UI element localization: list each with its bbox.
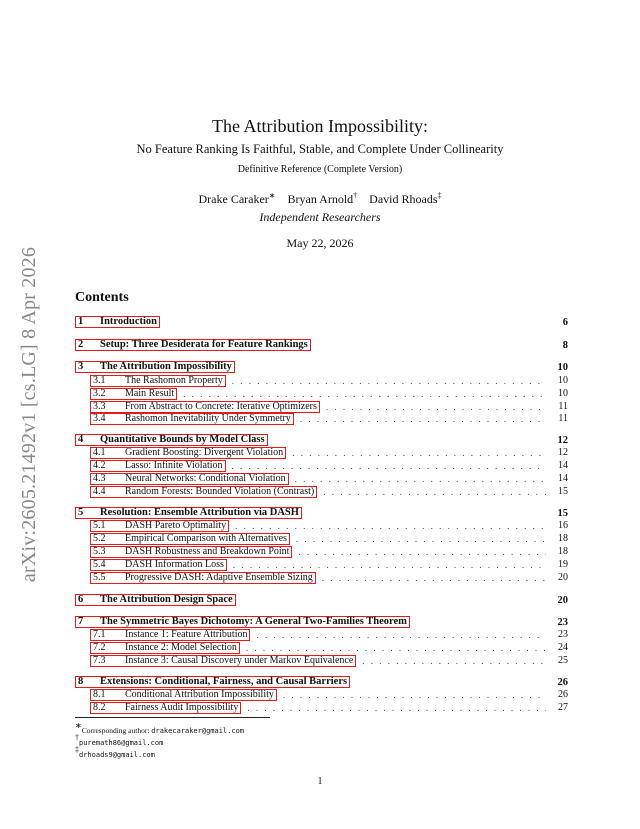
arxiv-id: arXiv:2605.21492v1 [cs.LG] 8 Apr 2026 xyxy=(18,246,41,582)
toc-subsection-link[interactable]: 5.4 DASH Information Loss xyxy=(90,559,227,571)
footnote: ∗Corresponding author: drakecaraker@gmail.com xyxy=(75,721,244,735)
toc-leader-dots xyxy=(235,521,546,531)
toc-subsection xyxy=(90,642,568,653)
toc-page-number: 18 xyxy=(558,533,568,544)
toc-subsection-link[interactable]: 5.1 DASH Pareto Optimality xyxy=(90,520,229,532)
toc-leader-dots xyxy=(246,643,546,653)
toc-section xyxy=(75,316,568,328)
toc-page-number: 14 xyxy=(558,473,568,484)
toc-subsection-link[interactable]: 5.5 Progressive DASH: Adaptive Ensemble Sizing xyxy=(90,572,316,584)
toc-subsection-link[interactable]: 3.4 Rashomon Inevitability Under Symmetry xyxy=(90,413,294,425)
toc-page-number: 15 xyxy=(557,507,568,519)
toc-page-number: 6 xyxy=(562,316,568,328)
toc-subsection xyxy=(90,533,568,544)
arxiv-stamp xyxy=(12,236,48,592)
paper-edition: Definitive Reference (Complete Version) xyxy=(237,164,403,175)
toc-section-link[interactable]: 6 The Attribution Design Space xyxy=(75,594,236,606)
toc-leader-dots xyxy=(256,630,546,640)
toc-subsection-link[interactable]: 7.1 Instance 1: Feature Attribution xyxy=(90,629,250,641)
toc-page-number: 10 xyxy=(558,388,568,399)
toc-page-number: 26 xyxy=(558,689,568,700)
toc-subsection-link[interactable]: 4.1 Gradient Boosting: Divergent Violation xyxy=(90,447,286,459)
footnote: †puremath86@gmail.com xyxy=(75,733,164,747)
footnote-email[interactable]: drhoads9@gmail.com xyxy=(79,751,155,759)
toc-page-number: 20 xyxy=(557,594,568,606)
toc-subsection-link[interactable]: 8.2 Fairness Audit Impossibility xyxy=(90,702,241,714)
toc-page-number: 16 xyxy=(558,520,568,531)
toc-leader-dots xyxy=(298,547,546,557)
toc-section xyxy=(75,434,568,446)
contents-heading: Contents xyxy=(75,290,129,305)
toc-subsection xyxy=(90,401,568,412)
toc-section-link[interactable]: 4 Quantitative Bounds by Model Class xyxy=(75,434,268,446)
toc-page-number: 27 xyxy=(558,702,568,713)
toc-page-number: 10 xyxy=(557,361,568,373)
toc-leader-dots xyxy=(326,402,546,412)
toc-page-number: 24 xyxy=(558,642,568,653)
toc-leader-dots xyxy=(292,448,546,458)
toc-subsection xyxy=(90,413,568,424)
toc-leader-dots xyxy=(323,487,546,497)
toc-section-link[interactable]: 5 Resolution: Ensemble Attribution via DASH xyxy=(75,507,302,519)
toc-subsection-link[interactable]: 3.3 From Abstract to Concrete: Iterative Optimizers xyxy=(90,401,320,413)
toc-subsection-link[interactable]: 8.1 Conditional Attribution Impossibility xyxy=(90,689,277,701)
author-3: David Rhoads‡ xyxy=(369,191,442,206)
toc-section xyxy=(75,676,568,688)
toc-section xyxy=(75,339,568,351)
toc-section xyxy=(75,594,568,606)
paper-date: May 22, 2026 xyxy=(286,236,354,250)
toc-subsection xyxy=(90,546,568,557)
toc-page-number: 12 xyxy=(558,447,568,458)
paper-title: The Attribution Impossibility: xyxy=(212,116,428,136)
toc-leader-dots xyxy=(233,560,546,570)
toc-page-number: 25 xyxy=(558,655,568,666)
footnote-rule xyxy=(75,717,270,718)
toc-page-number: 11 xyxy=(558,401,568,412)
toc-page-number: 11 xyxy=(558,413,568,424)
toc-subsection-link[interactable]: 4.3 Neural Networks: Conditional Violation xyxy=(90,473,289,485)
author-2: Bryan Arnold† xyxy=(287,191,358,206)
toc-page-number: 10 xyxy=(558,375,568,386)
toc-page-number: 20 xyxy=(558,572,568,583)
toc-subsection xyxy=(90,572,568,583)
paper-subtitle: No Feature Ranking Is Faithful, Stable, and Complete Under Collinearity xyxy=(136,142,504,156)
toc-subsection-link[interactable]: 4.4 Random Forests: Bounded Violation (Contrast) xyxy=(90,486,317,498)
toc-page-number: 23 xyxy=(557,616,568,628)
toc-subsection xyxy=(90,655,568,666)
toc-page-number: 14 xyxy=(558,460,568,471)
toc-subsection xyxy=(90,486,568,497)
footnote: ‡drhoads9@gmail.com xyxy=(75,745,155,759)
toc-subsection xyxy=(90,629,568,640)
page-number: 1 xyxy=(317,776,323,787)
toc-subsection-link[interactable]: 7.2 Instance 2: Model Selection xyxy=(90,642,240,654)
toc-subsection xyxy=(90,559,568,570)
toc-leader-dots xyxy=(322,573,546,583)
toc-subsection-link[interactable]: 5.3 DASH Robustness and Breakdown Point xyxy=(90,546,292,558)
toc-subsection-link[interactable]: 3.2 Main Result xyxy=(90,388,177,400)
footnote-email[interactable]: puremath86@gmail.com xyxy=(79,739,164,747)
toc-subsection xyxy=(90,388,568,399)
toc-section xyxy=(75,361,568,373)
toc-leader-dots xyxy=(295,474,546,484)
affiliation: Independent Researchers xyxy=(259,210,381,224)
toc-section xyxy=(75,507,568,519)
toc-leader-dots xyxy=(183,389,546,399)
toc-subsection-link[interactable]: 5.2 Empirical Comparison with Alternatives xyxy=(90,533,290,545)
toc-section-link[interactable]: 3 The Attribution Impossibility xyxy=(75,361,235,373)
toc-leader-dots xyxy=(296,534,546,544)
toc-page-number: 26 xyxy=(557,676,568,688)
toc-section xyxy=(75,616,568,628)
toc-page-number: 8 xyxy=(562,339,568,351)
author-list xyxy=(70,191,570,207)
toc-subsection xyxy=(90,375,568,386)
toc-section-link[interactable]: 1 Introduction xyxy=(75,316,160,328)
toc-page-number: 18 xyxy=(558,546,568,557)
toc-section-link[interactable]: 8 Extensions: Conditional, Fairness, and Causal Barriers xyxy=(75,676,350,688)
toc-subsection-link[interactable]: 3.1 The Rashomon Property xyxy=(90,375,226,387)
toc-subsection xyxy=(90,447,568,458)
toc-subsection xyxy=(90,520,568,531)
toc-leader-dots xyxy=(283,690,546,700)
toc-subsection xyxy=(90,702,568,713)
footnote-email[interactable]: drakecaraker@gmail.com xyxy=(151,727,244,735)
toc-subsection-link[interactable]: 7.3 Instance 3: Causal Discovery under Markov Equivalence xyxy=(90,655,356,667)
toc-page-number: 12 xyxy=(557,434,568,446)
toc-leader-dots xyxy=(232,376,546,386)
toc-leader-dots xyxy=(300,414,546,424)
toc-subsection xyxy=(90,689,568,700)
toc-section-link[interactable]: 7 The Symmetric Bayes Dichotomy: A General Two-Families Theorem xyxy=(75,616,410,628)
toc-leader-dots xyxy=(232,461,546,471)
toc-section-link[interactable]: 2 Setup: Three Desiderata for Feature Rankings xyxy=(75,339,311,351)
toc-page-number: 23 xyxy=(558,629,568,640)
toc-subsection xyxy=(90,473,568,484)
toc-leader-dots xyxy=(247,703,546,713)
author-1: Drake Caraker∗ xyxy=(198,191,276,206)
toc-page-number: 19 xyxy=(558,559,568,570)
toc-page-number: 15 xyxy=(558,486,568,497)
toc-subsection xyxy=(90,460,568,471)
toc-leader-dots xyxy=(362,656,546,666)
toc-subsection-link[interactable]: 4.2 Lasso: Infinite Violation xyxy=(90,460,226,472)
